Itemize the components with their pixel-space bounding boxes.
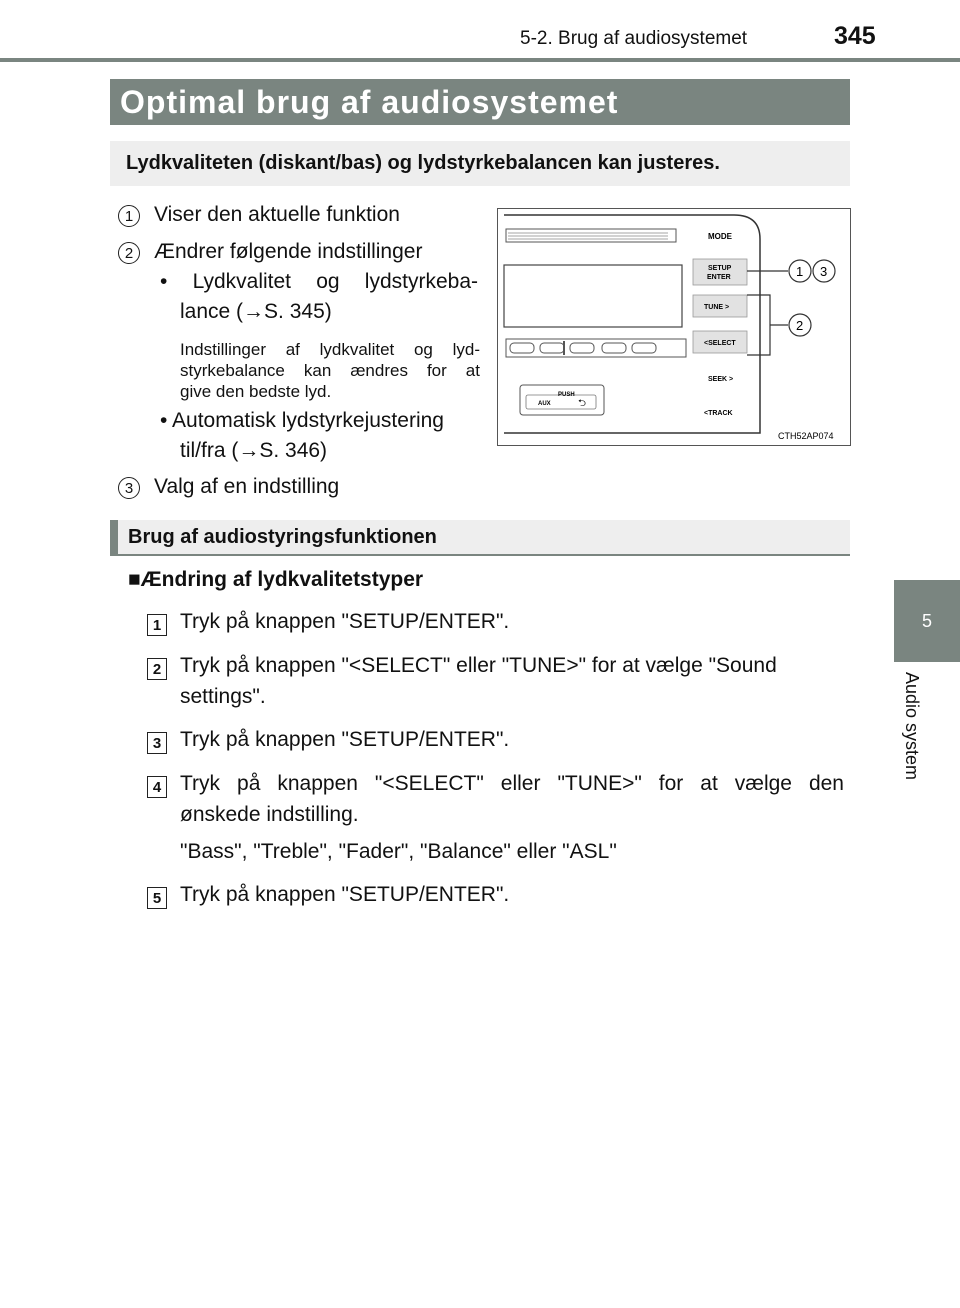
item-number-1: 1: [118, 205, 140, 227]
subsection-title: Brug af audiostyringsfunktionen: [110, 520, 850, 556]
item-1-text: Viser den aktuelle funktion: [154, 203, 400, 226]
step-5-text: Tryk på knappen "SETUP/ENTER".: [180, 883, 510, 906]
header-rule: [0, 58, 960, 62]
display-screen: [504, 265, 682, 327]
step-number-1: 1: [147, 614, 167, 636]
figure-code: CTH52AP074: [778, 431, 834, 441]
audio-panel-figure: [497, 208, 851, 446]
push-label: PUSH: [558, 392, 575, 398]
item-2-text: Ændrer følgende indstillinger: [154, 240, 423, 263]
section-header: 5-2. Brug af audiosystemet: [520, 28, 748, 49]
note-line-3: give den bedste lyd.: [180, 382, 332, 401]
step-2-line-2: settings".: [180, 685, 266, 708]
cd-slot: [506, 229, 676, 242]
setup-enter-button: [693, 259, 747, 285]
svg-text:3: 3: [820, 264, 828, 279]
item-number-2: 2: [118, 242, 140, 264]
step-number-5: 5: [147, 887, 167, 909]
callout-bracket-2: [747, 295, 770, 355]
item-number-3: 3: [118, 477, 140, 499]
mode-label: MODE: [708, 232, 732, 241]
chapter-label: [892, 672, 932, 822]
enter-label: ENTER: [707, 274, 731, 281]
select-label: <SELECT: [704, 340, 736, 347]
procedure-heading: ■Ændring af lydkvalitetstyper: [128, 568, 424, 591]
step-number-2: 2: [147, 658, 167, 680]
aux-usb-port: [520, 385, 604, 415]
step-1-text: Tryk på knappen "SETUP/ENTER".: [180, 610, 510, 633]
bullet-2-line-1: • Automatisk lydstyrkejustering: [160, 409, 444, 432]
svg-text:2: 2: [796, 318, 804, 333]
step-2-line-1: Tryk på knappen "<SELECT" eller "TUNE>" for at vælge "Sound: [180, 654, 777, 677]
page-title: Optimal brug af audiosystemet: [110, 79, 850, 125]
track-label: <TRACK: [704, 410, 733, 417]
audio-panel-drawing: [498, 209, 850, 445]
step-4-line-1: Tryk på knappen "<SELECT" eller "TUNE>" for at vælge den: [180, 772, 844, 795]
tune-label: TUNE >: [704, 304, 730, 311]
setup-label: SETUP: [708, 265, 732, 272]
note-line-1: Indstillinger af lydkvalitet og lyd-: [180, 340, 480, 359]
chapter-tab: 5: [894, 580, 960, 662]
bullet-1-line-2: lance (→S. 345): [180, 300, 332, 323]
bullet-2-line-2: til/fra (→S. 346): [180, 439, 328, 462]
note-line-2: styrkebalance kan ændres for at: [180, 361, 480, 380]
item-3-text: Valg af en indstilling: [154, 475, 340, 498]
aux-label: AUX: [538, 401, 551, 407]
usb-icon: ⮌: [578, 398, 587, 409]
intro-text: Lydkvaliteten (diskant/bas) og lydstyrkebalancen kan justeres.: [110, 141, 850, 186]
chapter-label-text: Audio system: [902, 672, 922, 781]
bullet-1-line-1: • Lydkvalitet og lydstyrkeba-: [160, 270, 478, 293]
step-number-3: 3: [147, 732, 167, 754]
step-3-text: Tryk på knappen "SETUP/ENTER".: [180, 728, 510, 751]
step-4-options: "Bass", "Treble", "Fader", "Balance" eller "ASL": [180, 840, 617, 863]
step-4-line-2: ønskede indstilling.: [180, 803, 359, 826]
svg-text:1: 1: [796, 264, 804, 279]
seek-label: SEEK >: [708, 376, 734, 383]
page-number: 345: [834, 22, 876, 50]
step-number-4: 4: [147, 776, 167, 798]
